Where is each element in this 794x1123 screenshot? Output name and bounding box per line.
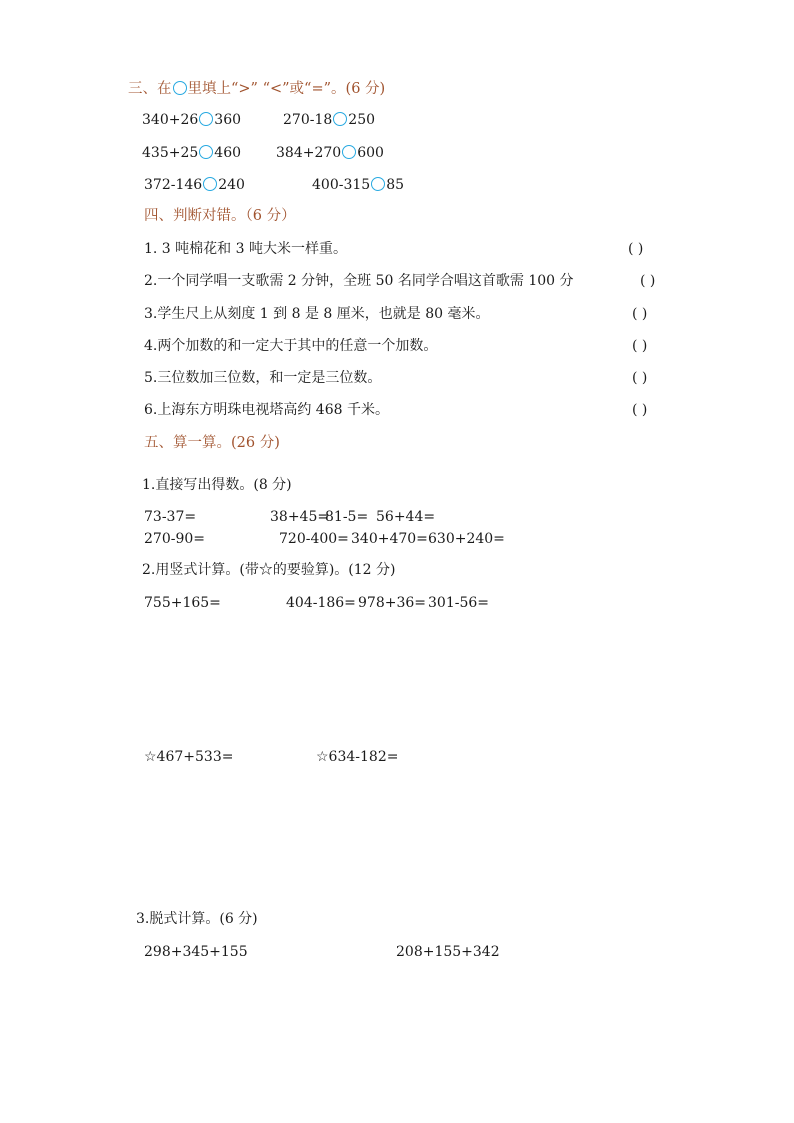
stepwise-calc: 208+155+342 (396, 944, 500, 960)
judge-item-5: 5.三位数加三位数，和一定是三位数。 (144, 370, 382, 386)
part3-title: 3.脱式计算。(6 分) (136, 911, 258, 927)
circle-blank-icon[interactable] (342, 145, 356, 159)
section5-heading: 五、算一算。(26 分) (144, 435, 280, 451)
oral-calc: 81-5= (325, 509, 369, 525)
circle-blank-icon[interactable] (333, 112, 347, 126)
compare-item-5: 372-146 240 (144, 177, 245, 193)
answer-paren-2[interactable]: ( ) (640, 273, 656, 289)
vertical-calc-check: ☆634-182= (316, 749, 399, 765)
circle-blank-icon (173, 81, 187, 95)
oral-calc: 720-400= (279, 531, 349, 547)
judge-item-1: 1. 3 吨棉花和 3 吨大米一样重。 (144, 241, 347, 257)
vertical-calc: 978+36= (358, 595, 426, 611)
vertical-calc: 301-56= (428, 595, 489, 611)
compare-item-4: 384+270 600 (276, 145, 384, 161)
vertical-calc-check: ☆467+533= (144, 749, 234, 765)
circle-blank-icon[interactable] (203, 177, 217, 191)
oral-calc: 73-37= (144, 509, 197, 525)
answer-paren-4[interactable]: ( ) (632, 338, 648, 354)
section3-heading: 三、在 里填上“>” “<”或“=”。(6 分) (128, 81, 386, 97)
circle-blank-icon[interactable] (199, 112, 213, 126)
vertical-calc: 404-186= (286, 595, 356, 611)
judge-item-4: 4.两个加数的和一定大于其中的任意一个加数。 (144, 338, 438, 354)
stepwise-calc: 298+345+155 (144, 944, 248, 960)
oral-calc: 270-90= (144, 531, 205, 547)
compare-item-1: 340+26 360 (142, 112, 242, 128)
circle-blank-icon[interactable] (199, 145, 213, 159)
oral-calc: 38+45= (270, 509, 330, 525)
vertical-calc: 755+165= (144, 595, 221, 611)
answer-paren-1[interactable]: ( ) (628, 241, 644, 257)
answer-paren-3[interactable]: ( ) (632, 306, 648, 322)
oral-calc: 630+240= (428, 531, 505, 547)
oral-calc: 340+470= (351, 531, 428, 547)
compare-item-3: 435+25 460 (142, 145, 242, 161)
part2-title: 2.用竖式计算。(带☆的要验算)。(12 分) (142, 562, 396, 578)
judge-item-2: 2.一个同学唱一支歌需 2 分钟，全班 50 名同学合唱这首歌需 100 分 (144, 273, 574, 289)
compare-item-2: 270-18 250 (283, 112, 376, 128)
oral-calc: 56+44= (376, 509, 436, 525)
judge-item-6: 6.上海东方明珠电视塔高约 468 千米。 (144, 402, 389, 418)
circle-blank-icon[interactable] (371, 177, 385, 191)
answer-paren-6[interactable]: ( ) (632, 402, 648, 418)
compare-item-6: 400-315 85 (312, 177, 405, 193)
section4-heading: 四、判断对错。（6 分） (144, 208, 296, 224)
answer-paren-5[interactable]: ( ) (632, 370, 648, 386)
part1-title: 1.直接写出得数。(8 分) (142, 477, 292, 493)
judge-item-3: 3.学生尺上从刻度 1 到 8 是 8 厘米，也就是 80 毫米。 (144, 306, 490, 322)
